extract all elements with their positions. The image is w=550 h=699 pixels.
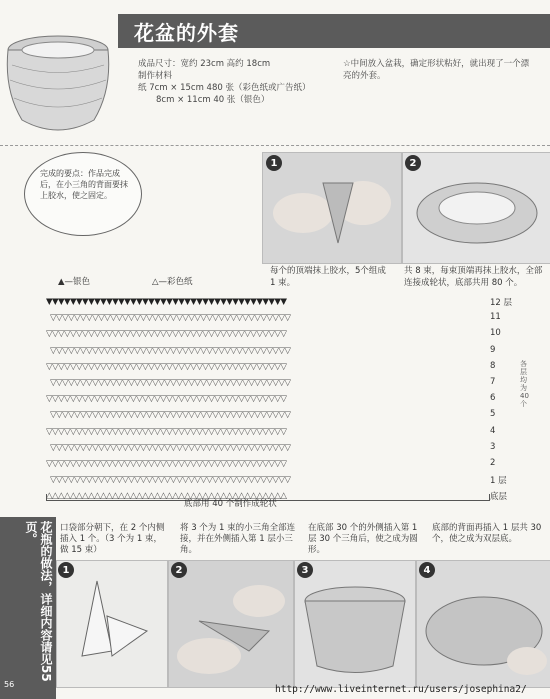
finished-pot-image: [2, 20, 114, 138]
row-label: 11: [490, 312, 501, 323]
legend-silver: ▲—银色: [58, 277, 91, 287]
watermark-url: http://www.liveinternet.ru/users/josephina2/: [275, 684, 527, 695]
step-photo-bottom-1: [56, 560, 168, 688]
materials-label: 制作材料: [138, 71, 173, 81]
triangle-row: ▽▽▽▽▽▽▽▽▽▽▽▽▽▽▽▽▽▽▽▽▽▽▽▽▽▽▽▽▽▽▽▽▽▽▽▽▽▽▽▽: [50, 410, 291, 421]
row-label: 3: [490, 441, 496, 452]
triangle-row: ▽▽▽▽▽▽▽▽▽▽▽▽▽▽▽▽▽▽▽▽▽▽▽▽▽▽▽▽▽▽▽▽▽▽▽▽▽▽▽▽: [50, 475, 291, 486]
step-photo-bottom-4: [416, 560, 550, 688]
row-label: 4: [490, 425, 496, 436]
triangle-row: ▼▼▼▼▼▼▼▼▼▼▼▼▼▼▼▼▼▼▼▼▼▼▼▼▼▼▼▼▼▼▼▼▼▼▼▼▼▼▼▼: [46, 297, 287, 307]
legend-color: △—彩色纸: [152, 277, 193, 287]
step-number-bottom-4: 4: [419, 562, 435, 578]
hands-assembling-image: [169, 561, 293, 687]
triangle-row: ▽▽▽▽▽▽▽▽▽▽▽▽▽▽▽▽▽▽▽▽▽▽▽▽▽▽▽▽▽▽▽▽▽▽▽▽▽▽▽▽: [46, 459, 287, 469]
ring-base-image: [403, 153, 550, 263]
folded-triangles-image: [57, 561, 167, 687]
double-base-image: [417, 561, 550, 687]
step-photo-2: [402, 152, 550, 264]
row-label: 1 层: [490, 476, 507, 487]
page-number: 56: [4, 680, 15, 689]
row-label: 7: [490, 377, 496, 387]
row-label: 5: [490, 409, 496, 420]
tip-text: 完成的要点：作品完成后，在小三角的背面要抹上胶水，使之固定。: [40, 169, 128, 200]
triangle-row: ▽▽▽▽▽▽▽▽▽▽▽▽▽▽▽▽▽▽▽▽▽▽▽▽▽▽▽▽▽▽▽▽▽▽▽▽▽▽▽▽: [50, 345, 291, 356]
triangle-row: ▽▽▽▽▽▽▽▽▽▽▽▽▽▽▽▽▽▽▽▽▽▽▽▽▽▽▽▽▽▽▽▽▽▽▽▽▽▽▽▽: [46, 426, 287, 437]
row-label: 9: [490, 344, 496, 355]
bottom-caption: 底部用 40 个制作成轮状: [184, 499, 277, 509]
top-note: ☆中间放入盆栽，确定形状粘好，就出现了一个漂亮的外套。: [343, 59, 530, 81]
paper-spec-2: 8cm × 11cm 40 张（银色）: [156, 95, 270, 105]
triangle-row: ▽▽▽▽▽▽▽▽▽▽▽▽▽▽▽▽▽▽▽▽▽▽▽▽▽▽▽▽▽▽▽▽▽▽▽▽▽▽▽▽: [46, 394, 287, 405]
step-number-bottom-2: 2: [171, 562, 187, 578]
page-title: 花盆的外套: [134, 21, 239, 45]
step-caption-bottom-2: 将 3 个为 1 束的小三角全部连接，并在外侧插入第 1 层小三角。: [180, 523, 296, 555]
triangle-row: ▽▽▽▽▽▽▽▽▽▽▽▽▽▽▽▽▽▽▽▽▽▽▽▽▽▽▽▽▽▽▽▽▽▽▽▽▽▽▽▽: [50, 313, 291, 324]
layer-side-note: 各层均为 40 个: [520, 360, 529, 408]
step-photo-bottom-2: [168, 560, 294, 688]
step-number-top-2: 2: [405, 155, 421, 171]
row-label: 6: [490, 393, 496, 404]
divider: [0, 145, 550, 146]
row-label: 10: [490, 328, 501, 339]
row-label: 12 层: [490, 298, 513, 308]
finished-size: 成品尺寸：宽约 23cm 高约 18cm: [138, 59, 271, 69]
triangle-row: ▽▽▽▽▽▽▽▽▽▽▽▽▽▽▽▽▽▽▽▽▽▽▽▽▽▽▽▽▽▽▽▽▽▽▽▽▽▽▽▽: [46, 329, 287, 340]
step-number-top-1: 1: [266, 155, 282, 171]
step-caption-bottom-3: 在底部 30 个的外侧插入第 1 层 30 个三角后，使之成为圆形。: [308, 523, 418, 555]
row-label: 8: [490, 360, 496, 371]
specs-block: [138, 58, 311, 106]
triangle-row: ▽▽▽▽▽▽▽▽▽▽▽▽▽▽▽▽▽▽▽▽▽▽▽▽▽▽▽▽▽▽▽▽▽▽▽▽▽▽▽▽: [46, 361, 287, 372]
step-number-bottom-3: 3: [297, 562, 313, 578]
round-base-image: [295, 561, 415, 687]
step-caption-bottom-4: 底部的背面再插入 1 层共 30 个，使之成为双层底。: [432, 523, 542, 544]
hands-folding-image: [263, 153, 401, 263]
paper-spec-1: 纸 7cm × 15cm 480 张（彩色纸或广告纸）: [138, 83, 311, 93]
step-photo-bottom-3: [294, 560, 416, 688]
step-photo-1: [262, 152, 402, 264]
step-caption-top-1: 每个的顶端抹上胶水，5个组成 1 束。: [270, 266, 386, 288]
step-caption-bottom-1: 口袋部分朝下，在 2 个内侧插入 1 个。（3 个为 1 束，做 15 束）: [60, 523, 165, 555]
side-band-text: 花瓶的做法，详细内容请见55页。: [24, 521, 53, 682]
triangle-row: △△△△△△△△△△△△△△△△△△△△△△△△△△△△△△△△△△△△△△△△: [46, 491, 287, 502]
step-number-bottom-1: 1: [58, 562, 74, 578]
row-label: 底层: [490, 492, 508, 503]
triangle-row: ▽▽▽▽▽▽▽▽▽▽▽▽▽▽▽▽▽▽▽▽▽▽▽▽▽▽▽▽▽▽▽▽▽▽▽▽▽▽▽▽: [50, 378, 291, 388]
row-label: 2: [490, 458, 496, 468]
triangle-row: ▽▽▽▽▽▽▽▽▽▽▽▽▽▽▽▽▽▽▽▽▽▽▽▽▽▽▽▽▽▽▽▽▽▽▽▽▽▽▽▽: [50, 442, 291, 453]
step-caption-top-2: 共 8 束，每束顶端再抹上胶水，全部连接成轮状，底部共用 80 个。: [404, 266, 543, 288]
